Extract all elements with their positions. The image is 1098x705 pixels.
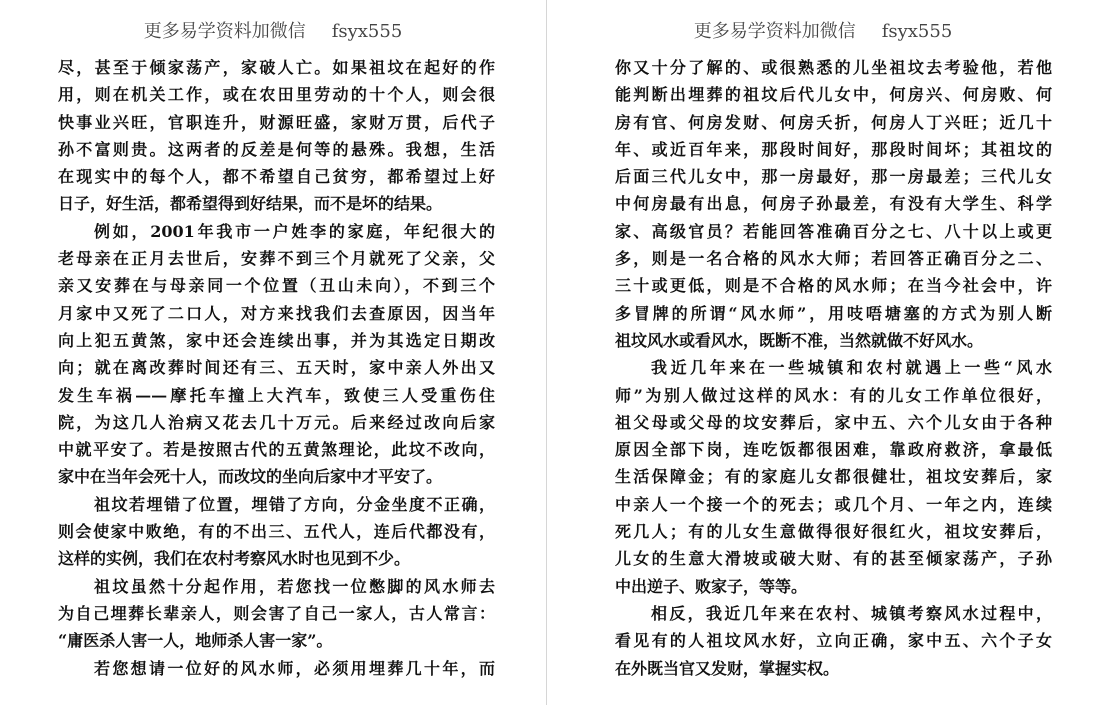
left-page — [0, 0, 546, 705]
text-line: 祖坟若埋错了位置，埋错了方向，分金坐度不正确， — [94, 494, 495, 514]
text-line: 能判断出埋葬的祖坟后代儿女中，何房兴、何房败、何 — [615, 85, 1052, 105]
page-divider — [546, 0, 547, 705]
text-line: 若您想请一位好的风水师，必须用埋葬几十年，而 — [94, 658, 495, 678]
text-line: 为自己埋葬长辈亲人，则会害了自己一家人，古人常言： — [58, 603, 495, 623]
text-line: 老母亲在正月去世后，安葬不到三个月就死了父亲，父 — [58, 249, 495, 269]
text-line: 在现实中的每个人，都不希望自己贫穷，都希望过上好 — [58, 167, 495, 187]
text-line: 祖坟虽然十分起作用，若您找一位憋脚的风水师去 — [94, 576, 495, 596]
text-line: 用，则在机关工作，或在农田里劳动的十个人，则会很 — [58, 85, 495, 105]
text-line: 相反，我近几年来在农村、城镇考察风水过程中， — [651, 603, 1052, 623]
text-line: 快事业兴旺，官职连升，财源旺盛，家财万贯，后代子 — [58, 112, 495, 132]
text-line: 亲又安葬在与母亲同一个位置（丑山未向），不到三个 — [58, 276, 495, 296]
text-line: 向上犯五黄煞，家中还会连续出事，并为其选定日期改 — [58, 330, 495, 350]
text-line: 月家中又死了二口人，对方来找我们去查原因，因当年 — [58, 303, 495, 323]
page-body-text — [615, 54, 1052, 682]
text-line: 尽，甚至于倾家荡产，家破人亡。如果祖坟在起好的作 — [58, 58, 495, 77]
text-line: “庸医杀人害一人，地师杀人害一家”。 — [58, 631, 333, 651]
page-header — [548, 20, 1098, 44]
text-line: 看见有的人祖坟风水好，立向正确，家中五、六个子女 — [615, 631, 1052, 651]
text-line: 家中在当年会死十人，而改坟的坐向后家中才平安了。 — [58, 467, 443, 487]
text-line: 院，为这几人治病又花去几十万元。后来经过改向后家 — [58, 412, 495, 432]
text-line: 中亲人一个接一个的死去；或几个月、一年之内，连续 — [615, 494, 1052, 514]
text-line: 死几人；有的儿女生意做得很好很红火，祖坟安葬后， — [615, 522, 1052, 542]
text-line: 家、高级官员？若能回答准确百分之七、八十以上或更 — [615, 221, 1052, 241]
text-line: 生活保障金；有的家庭儿女都很健壮，祖坟安葬后，家 — [615, 467, 1052, 487]
header-wechat-id: fsyx555 — [881, 21, 953, 42]
text-line: 中就平安了。若是按照古代的五黄煞理论，此坟不改向， — [58, 440, 495, 460]
text-line: 多冒牌的所谓“风水师”，用吱唔塘塞的方式为别人断 — [615, 303, 1052, 323]
text-line: 向；就在离改葬时间还有三、五天时，家中亲人外出又 — [58, 358, 495, 378]
text-line: 日子，好生活，都希望得到好结果，而不是坏的结果。 — [58, 194, 443, 214]
text-line: 祖坟风水或看风水，既断不准，当然就做不好风水。 — [615, 330, 984, 350]
header-text: 更多易学资料加微信 — [693, 21, 856, 42]
text-line: 例如，2001年我市一户姓李的家庭，年纪很大的 — [94, 221, 495, 241]
text-line: 后面三代儿女中，那一房最好，那一房最差；三代儿女 — [615, 167, 1052, 187]
text-line: 房有官、何房发财、何房夭折，何房人丁兴旺；近几十 — [615, 112, 1052, 132]
page-body-text — [58, 54, 495, 682]
text-line: 这样的实例，我们在农村考察风水时也见到不少。 — [58, 549, 411, 569]
text-line: 中出逆子、败家子，等等。 — [615, 576, 808, 596]
text-line: 三十或更低，则是不合格的风水师；在当今社会中，许 — [615, 276, 1052, 296]
text-line: 在外既当官又发财，掌握实权。 — [615, 658, 840, 678]
text-line: 我近几年来在一些城镇和农村就遇上一些“风水 — [651, 358, 1052, 378]
text-line: 原因全部下岗，连吃饭都很困难，靠政府救济，拿最低 — [615, 440, 1052, 460]
text-line: 祖父母或父母的坟安葬后，家中五、六个儿女由于各种 — [615, 412, 1052, 432]
text-line: 多，则是一名合格的风水大师；若回答正确百分之二、 — [615, 249, 1052, 269]
text-line: 中何房最有出息，何房子孙最差，有没有大学生、科学 — [615, 194, 1052, 214]
text-line: 发生车祸——摩托车撞上大汽车，致使三人受重伤住 — [58, 385, 495, 405]
text-line: 师”为别人做过这样的风水：有的儿女工作单位很好， — [615, 385, 1052, 405]
text-line: 则会使家中败绝，有的不出三、五代人，连后代都没有， — [58, 522, 495, 542]
right-page — [548, 0, 1098, 705]
header-wechat-id: fsyx555 — [331, 21, 403, 42]
text-line: 孙不富则贵。这两者的反差是何等的悬殊。我想，生活 — [58, 139, 495, 159]
text-line: 你又十分了解的、或很熟悉的儿坐祖坟去考验他，若他 — [615, 58, 1052, 77]
text-line: 年、或近百年来，那段时间好，那段时间坏；其祖坟的 — [615, 139, 1052, 159]
page-header — [0, 20, 546, 44]
header-text: 更多易学资料加微信 — [143, 21, 306, 42]
text-line: 儿女的生意大滑坡或破大财、有的甚至倾家荡产，子孙 — [615, 549, 1052, 569]
